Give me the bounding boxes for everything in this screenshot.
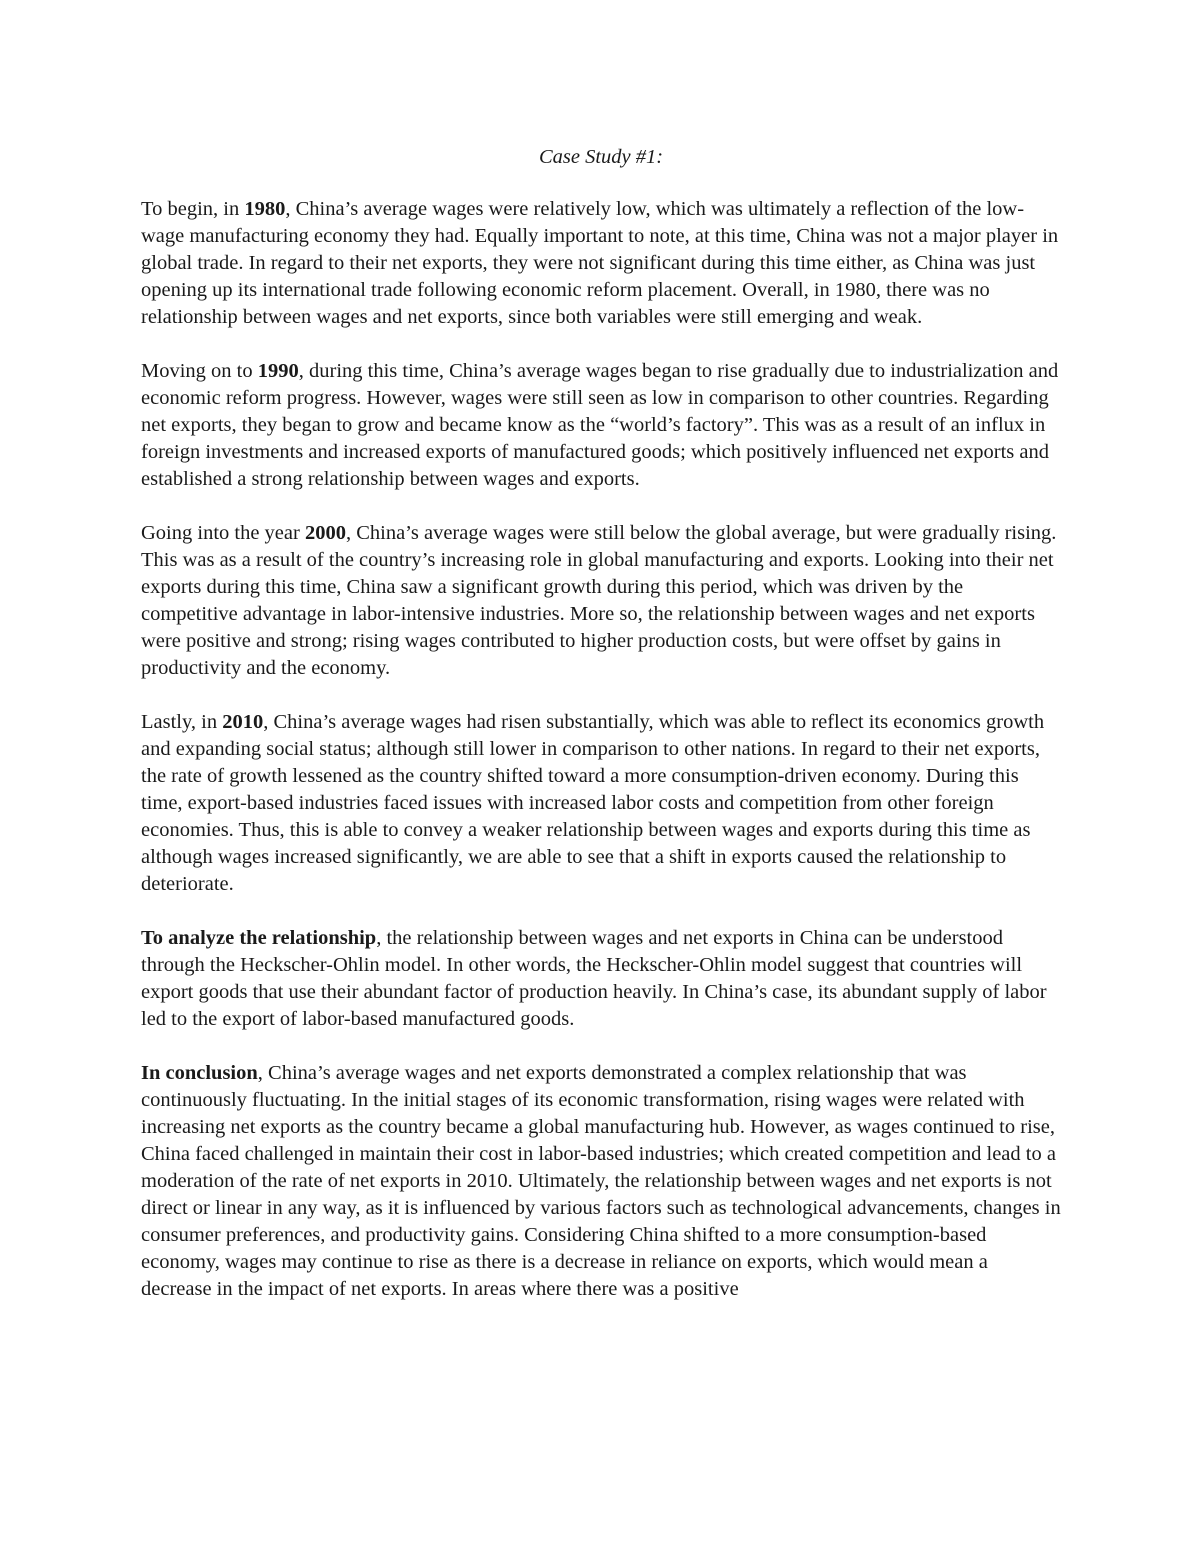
paragraph-heading-analysis: To analyze the relationship bbox=[141, 927, 377, 949]
paragraph-year-1990: 1990 bbox=[257, 360, 299, 382]
paragraph-heading-conclusion: In conclusion bbox=[141, 1062, 258, 1084]
paragraph-2010 bbox=[141, 709, 1061, 898]
paragraph-text: , the relationship between wages and net exports in China can be understood through the Heckscher-Ohlin model. In other words, the Heckscher-Ohlin model suggest that countries will export goods that use their abundant factor of production heavily. In China’s case, its abundant supply of labor led to the export of labor-based manufactured goods. bbox=[141, 927, 1047, 1030]
paragraph-text: , China’s average wages were still below the global average, but were gradually rising. This was as a result of the country’s increasing role in global manufacturing and exports. Looking into their net exports during this time, China saw a significant growth during this period, which was driven by the competitive advantage in labor-intensive industries. More so, the relationship between wages and net exports were positive and strong; rising wages contributed to higher production costs, but were offset by gains in productivity and the economy. bbox=[141, 522, 1057, 679]
paragraph-lead: To begin, in bbox=[141, 198, 245, 220]
document-body bbox=[141, 144, 1061, 1330]
paragraph-lead: Going into the year bbox=[141, 522, 305, 544]
paragraph-conclusion bbox=[141, 1060, 1061, 1303]
paragraph-lead: Moving on to bbox=[141, 360, 258, 382]
paragraph-text: , China’s average wages were relatively low, which was ultimately a reflection of the low-wage manufacturing economy they had. Equally important to note, at this time, China was not a major player in global trade. In regard to their net exports, they were not significant during this time either, as China was just opening up its international trade following economic reform placement. Overall, in 1980, there was no relationship between wages and net exports, since both variables were still emerging and weak. bbox=[141, 198, 1059, 328]
paragraph-analysis bbox=[141, 925, 1061, 1033]
paragraph-text: , China’s average wages and net exports demonstrated a complex relationship that was continuously fluctuating. In the initial stages of its economic transformation, rising wages were related with increasing net exports as the country became a global manufacturing hub. However, as wages continued to rise, China faced challenged in maintain their cost in labor-based industries; which created competition and lead to a moderation of the rate of net exports in 2010. Ultimately, the relationship between wages and net exports is not direct or linear in any way, as it is influenced by various factors such as technological advancements, changes in consumer preferences, and productivity gains. Considering China shifted to a more consumption-based economy, wages may continue to rise as there is a decrease in reliance on exports, which would mean a decrease in the impact of net exports. In areas where there was a positive bbox=[141, 1062, 1061, 1300]
paragraph-text: , China’s average wages had risen substantially, which was able to reflect its economics growth and expanding social status; although still lower in comparison to other nations. In regard to their net exports, the rate of growth lessened as the country shifted toward a more consumption-driven economy. During this time, export-based industries faced issues with increased labor costs and competition from other foreign economies. Thus, this is able to convey a weaker relationship between wages and exports during this time as although wages increased significantly, we are able to see that a shift in exports caused the relationship to deteriorate. bbox=[141, 711, 1045, 895]
paragraph-lead: Lastly, in bbox=[141, 711, 223, 733]
paragraph-1980 bbox=[141, 196, 1061, 331]
paragraph-1990 bbox=[141, 358, 1061, 493]
paragraph-year-1980: 1980 bbox=[244, 198, 286, 220]
paragraph-year-2010: 2010 bbox=[222, 711, 264, 733]
paragraph-2000 bbox=[141, 520, 1061, 682]
document-title: Case Study #1: bbox=[538, 146, 664, 168]
paragraph-year-2000: 2000 bbox=[304, 522, 346, 544]
paragraph-text: , during this time, China’s average wages began to rise gradually due to industrialization and economic reform progress. However, wages were still seen as low in comparison to other countries. Regarding net exports, they began to grow and became know as the “world’s factory”. This was as a result of an influx in foreign investments and increased exports of manufactured goods; which positively influenced net exports and established a strong relationship between wages and exports. bbox=[141, 360, 1059, 490]
